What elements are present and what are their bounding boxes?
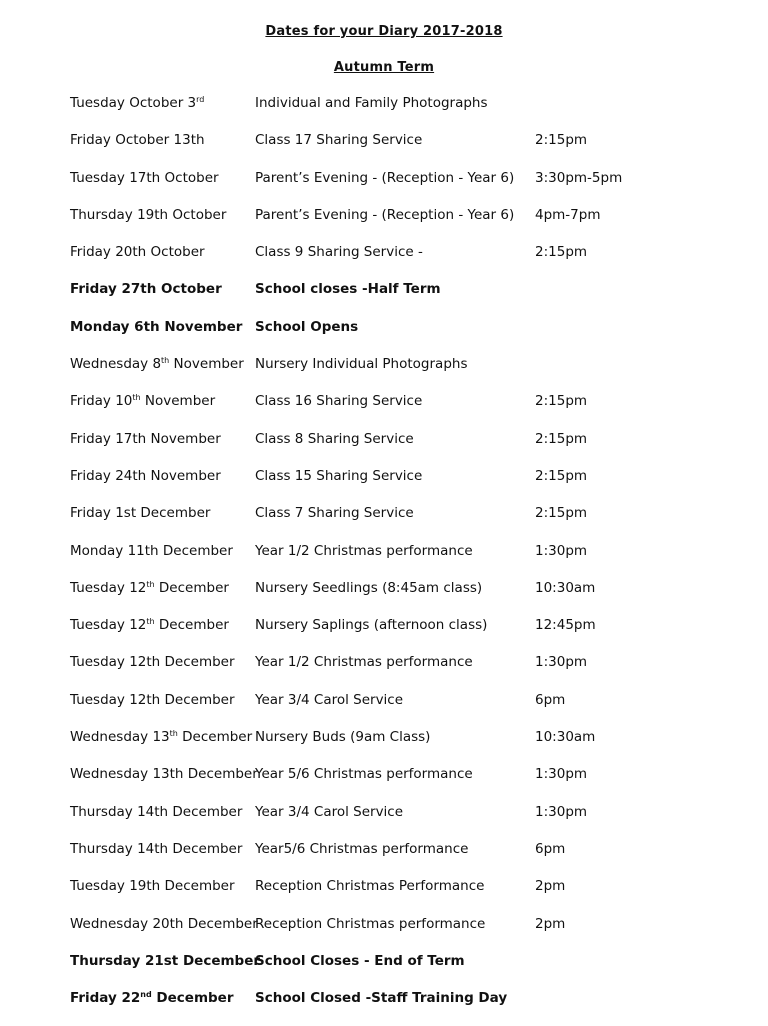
event-date: Friday 20th October bbox=[70, 244, 205, 261]
event-date: Tuesday 12th December bbox=[70, 691, 235, 708]
event-row bbox=[0, 206, 768, 243]
event-date: Tuesday 17th October bbox=[70, 169, 219, 186]
event-row bbox=[0, 504, 768, 541]
event-description: School Closes - End of Term bbox=[255, 952, 465, 969]
event-description: Nursery Individual Photographs bbox=[255, 356, 468, 373]
event-date: Wednesday 13th December bbox=[70, 766, 258, 783]
event-date: Friday 1st December bbox=[70, 505, 211, 522]
event-description: Year 3/4 Carol Service bbox=[255, 691, 404, 708]
event-row bbox=[0, 169, 768, 206]
events-list bbox=[0, 94, 768, 1026]
event-description: Year 1/2 Christmas performance bbox=[255, 654, 473, 671]
event-time: 2:15pm bbox=[535, 244, 588, 261]
event-row bbox=[0, 243, 768, 280]
event-description: Nursery Buds (9am Class) bbox=[255, 729, 431, 746]
document-title: Dates for your Diary 2017-2018 bbox=[265, 24, 503, 39]
event-time: 1:30pm bbox=[535, 766, 588, 783]
event-description: Year 3/4 Carol Service bbox=[255, 803, 404, 820]
event-date: Thursday 19th October bbox=[70, 206, 227, 223]
event-description: School Opens bbox=[255, 318, 359, 335]
event-row bbox=[0, 467, 768, 504]
event-description: Year 5/6 Christmas performance bbox=[255, 766, 473, 783]
event-time: 6pm bbox=[535, 840, 566, 857]
event-date: Tuesday 19th December bbox=[70, 878, 235, 895]
event-row bbox=[0, 94, 768, 131]
event-time: 1:30pm bbox=[535, 803, 588, 820]
event-description: Nursery Saplings (afternoon class) bbox=[255, 617, 488, 634]
event-row bbox=[0, 653, 768, 690]
event-row bbox=[0, 915, 768, 952]
event-row bbox=[0, 877, 768, 914]
event-row bbox=[0, 803, 768, 840]
event-description: School Closed -Staff Training Day bbox=[255, 990, 508, 1007]
event-row bbox=[0, 616, 768, 653]
event-time: 2:15pm bbox=[535, 467, 588, 484]
event-time: 2pm bbox=[535, 878, 566, 895]
event-time: 1:30pm bbox=[535, 542, 588, 559]
event-date: Friday 24th November bbox=[70, 467, 221, 484]
event-time: 2:15pm bbox=[535, 132, 588, 149]
event-description: Class 17 Sharing Service bbox=[255, 132, 423, 149]
event-date: Thursday 21st December bbox=[70, 952, 261, 969]
event-row bbox=[0, 430, 768, 467]
event-description: Class 15 Sharing Service bbox=[255, 467, 423, 484]
event-time: 1:30pm bbox=[535, 654, 588, 671]
event-row bbox=[0, 318, 768, 355]
event-time: 4pm-7pm bbox=[535, 206, 601, 223]
event-description: Class 16 Sharing Service bbox=[255, 393, 423, 410]
event-row bbox=[0, 691, 768, 728]
event-description: Individual and Family Photographs bbox=[255, 95, 488, 111]
event-row bbox=[0, 952, 768, 989]
event-time: 6pm bbox=[535, 691, 566, 708]
event-description: Parent’s Evening - (Reception - Year 6) bbox=[255, 169, 515, 186]
event-time: 2:15pm bbox=[535, 505, 588, 522]
event-time: 10:30am bbox=[535, 729, 596, 746]
event-description: Year 1/2 Christmas performance bbox=[255, 542, 473, 559]
event-time: 2:15pm bbox=[535, 393, 588, 410]
event-time: 2:15pm bbox=[535, 430, 588, 447]
event-time: 3:30pm-5pm bbox=[535, 169, 623, 186]
event-date: Tuesday 12th December bbox=[70, 579, 229, 596]
event-description: Nursery Seedlings (8:45am class) bbox=[255, 579, 483, 596]
event-date: Monday 11th December bbox=[70, 542, 233, 559]
event-date: Friday 10th November bbox=[70, 393, 216, 410]
event-row bbox=[0, 280, 768, 317]
event-date: Friday 22nd December bbox=[70, 990, 234, 1007]
event-date: Thursday 14th December bbox=[70, 803, 243, 820]
event-time: 12:45pm bbox=[535, 617, 596, 634]
term-heading: Autumn Term bbox=[333, 60, 435, 75]
event-description: Class 9 Sharing Service - bbox=[255, 244, 423, 261]
event-date: Wednesday 8th November bbox=[70, 356, 244, 373]
event-row bbox=[0, 542, 768, 579]
event-row bbox=[0, 840, 768, 877]
event-description: Parent’s Evening - (Reception - Year 6) bbox=[255, 206, 515, 223]
event-row bbox=[0, 728, 768, 765]
event-date: Monday 6th November bbox=[70, 318, 243, 335]
event-description: Year5/6 Christmas performance bbox=[255, 840, 469, 857]
event-date: Thursday 14th December bbox=[70, 840, 243, 857]
event-time: 10:30am bbox=[535, 579, 596, 596]
event-description: Reception Christmas performance bbox=[255, 915, 486, 932]
event-date: Friday October 13th bbox=[70, 132, 205, 149]
event-row bbox=[0, 131, 768, 168]
event-date: Tuesday October 3rd bbox=[70, 95, 205, 111]
event-date: Friday 27th October bbox=[70, 281, 222, 298]
event-row bbox=[0, 765, 768, 802]
event-row bbox=[0, 392, 768, 429]
event-description: School closes -Half Term bbox=[255, 281, 441, 298]
event-row bbox=[0, 989, 768, 1026]
event-row bbox=[0, 355, 768, 392]
event-description: Class 8 Sharing Service bbox=[255, 430, 414, 447]
event-date: Tuesday 12th December bbox=[70, 617, 229, 634]
event-description: Class 7 Sharing Service bbox=[255, 505, 414, 522]
event-date: Wednesday 20th December bbox=[70, 915, 258, 932]
event-description: Reception Christmas Performance bbox=[255, 878, 485, 895]
event-date: Wednesday 13th December bbox=[70, 729, 253, 746]
event-time: 2pm bbox=[535, 915, 566, 932]
event-row bbox=[0, 579, 768, 616]
event-date: Tuesday 12th December bbox=[70, 654, 235, 671]
event-date: Friday 17th November bbox=[70, 430, 221, 447]
